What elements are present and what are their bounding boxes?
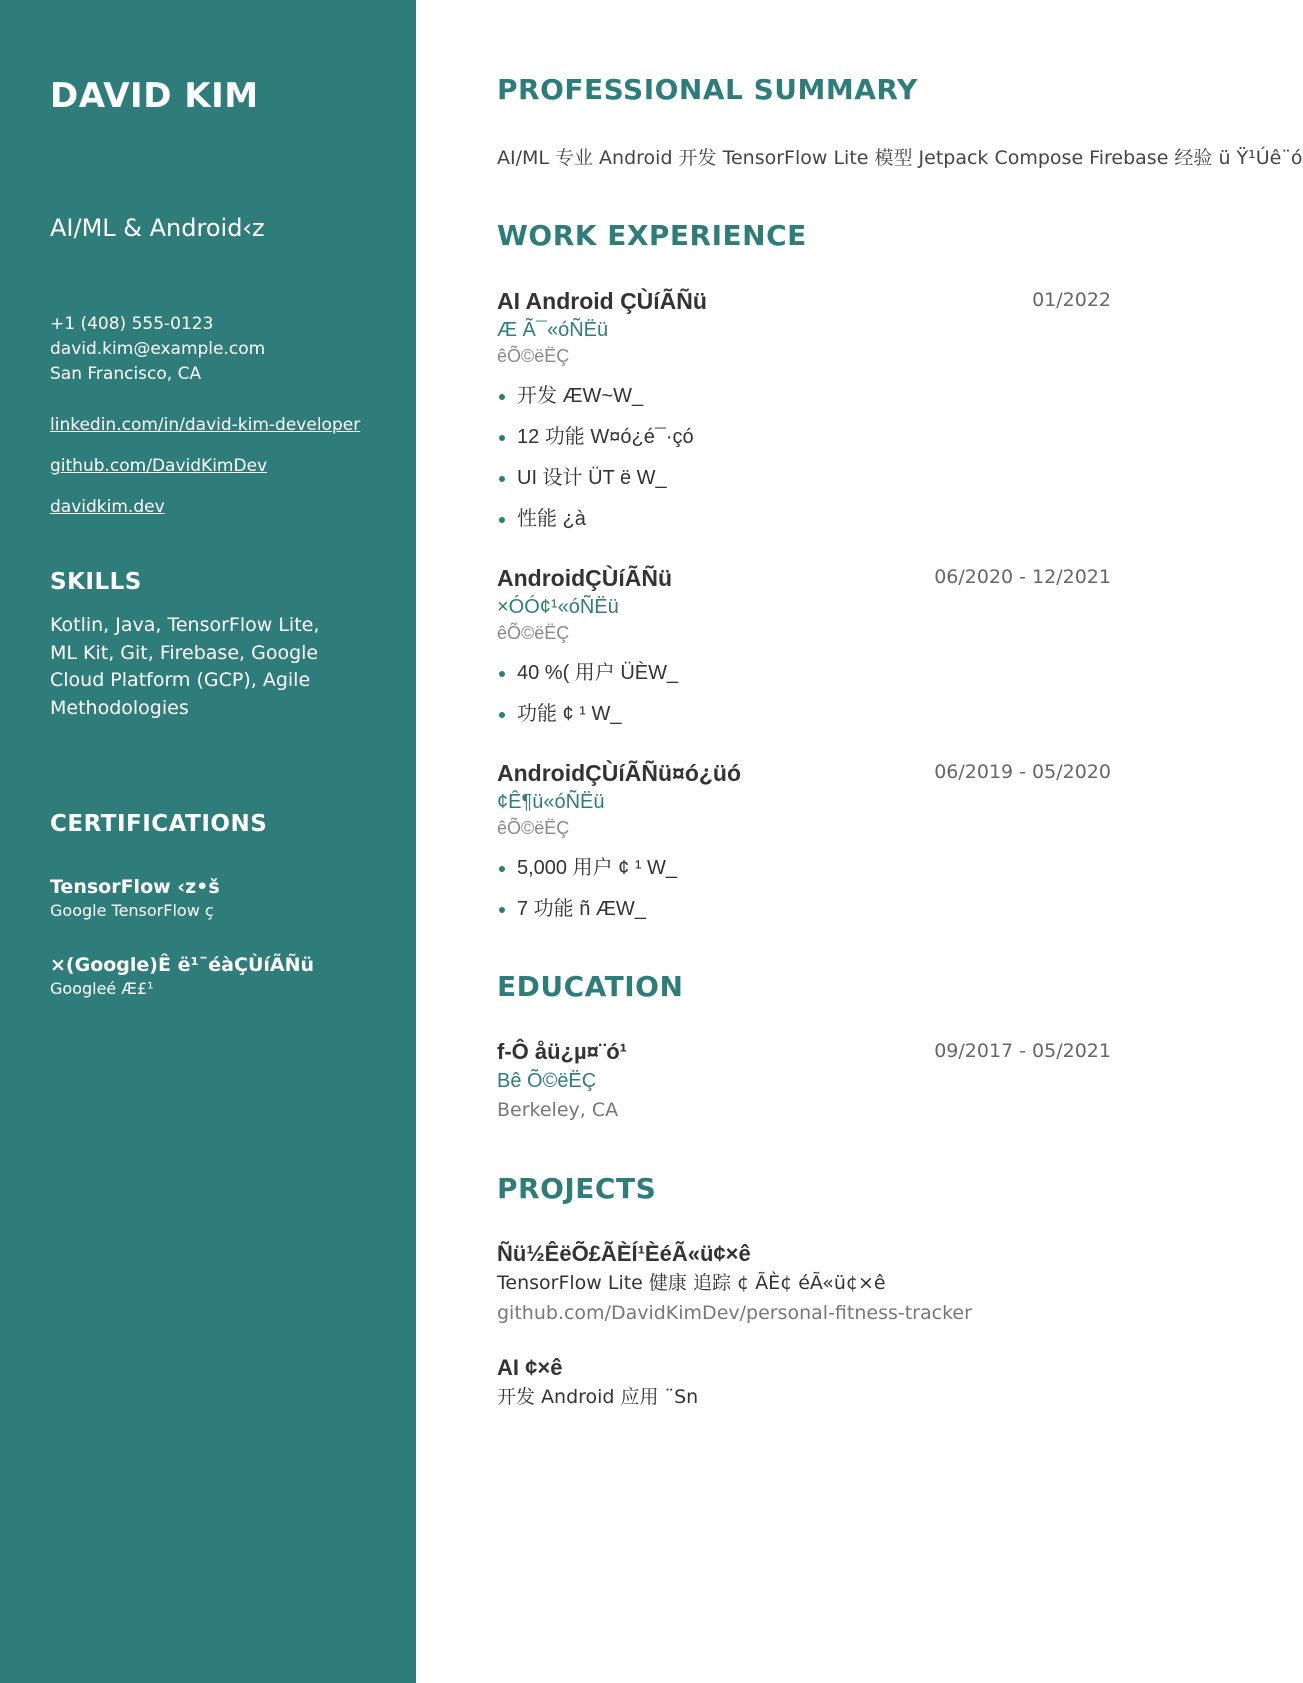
- list-item: 性能 ¿à: [497, 505, 1111, 533]
- certification-org: Google TensorFlow ç: [50, 901, 214, 920]
- job-entry: [497, 563, 1111, 728]
- job-bullets: [497, 659, 1111, 728]
- list-item: 开发 ÆW~W_: [497, 382, 1111, 410]
- job-bullets: [497, 854, 1111, 923]
- list-item: UI 设计 ÜT ë W_: [497, 464, 1111, 492]
- job-date: 01/2022: [1032, 289, 1111, 311]
- project-name: Ñü½ÊëÕ£ÃÈÍ¹ÈéÃ«ü¢×ê: [497, 1241, 751, 1266]
- education-date: 09/2017 - 05/2021: [934, 1040, 1111, 1062]
- project-description: 开发 Android 应用 ¨Sn: [497, 1386, 699, 1408]
- list-item: 40 %( 用户 ÜÈW_: [497, 659, 1111, 687]
- project-description: TensorFlow Lite 健康 追踪 ¢ ÃÈ¢ éÃ«ü¢×ê: [497, 1272, 886, 1294]
- contact-location: San Francisco, CA: [50, 364, 202, 384]
- experience-heading: WORK EXPERIENCE: [497, 219, 807, 252]
- github-link[interactable]: github.com/DavidKimDev: [50, 456, 268, 476]
- website-link[interactable]: davidkim.dev: [50, 497, 165, 517]
- contact-email: david.kim@example.com: [50, 339, 266, 359]
- project-entry: [497, 1239, 1111, 1329]
- job-entry: [497, 758, 1111, 923]
- project-name: AI ¢×ê: [497, 1355, 563, 1380]
- job-location: êÕ©ëËÇ: [497, 818, 570, 838]
- job-company: Æ Ã¯«óÑËü: [497, 319, 609, 341]
- list-item: 5,000 用户 ¢ ¹ W_: [497, 854, 1111, 882]
- job-company: ×ÓÓ¢¹«óÑËü: [497, 596, 619, 618]
- summary-heading: PROFESSIONAL SUMMARY: [497, 73, 918, 106]
- education-degree: Bê Õ©ëËÇ: [497, 1070, 597, 1092]
- job-location: êÕ©ëËÇ: [497, 623, 570, 643]
- job-date: 06/2020 - 12/2021: [934, 566, 1111, 588]
- contact-phone: +1 (408) 555-0123: [50, 314, 214, 334]
- job-title: AndroidÇÙíÃÑü¤ó¿üó: [497, 760, 742, 786]
- job-date: 06/2019 - 05/2020: [934, 761, 1111, 783]
- candidate-name: DAVID KIM: [50, 76, 259, 116]
- certification-item: [50, 874, 376, 922]
- job-entry: [497, 286, 1111, 533]
- project-entry: [497, 1353, 1111, 1411]
- main-content: [497, 70, 1303, 1411]
- summary-text: AI/ML 专业 Android 开发 TensorFlow Lite 模型 Jetpack Compose Firebase 经验 ü Ÿ¹Úê¨ó: [497, 147, 1303, 169]
- education-heading: EDUCATION: [497, 970, 684, 1003]
- education-entry: [497, 1037, 1111, 1125]
- job-company: ¢Ê¶ü«óÑËü: [497, 791, 605, 813]
- job-title: AndroidÇÙíÃÑü: [497, 565, 673, 591]
- skills-list: Kotlin, Java, TensorFlow Lite, ML Kit, Git, Firebase, Google Cloud Platform (GCP), Agile Methodologies: [50, 614, 320, 719]
- candidate-role: AI/ML & Android‹z: [50, 214, 265, 242]
- education-school: f-Ô åü¿µ¤¨ó¹: [497, 1039, 627, 1064]
- contact-block: [50, 312, 376, 387]
- certification-name: TensorFlow ‹z•š: [50, 876, 220, 898]
- linkedin-link[interactable]: linkedin.com/in/david-kim-developer: [50, 415, 361, 435]
- skills-heading: SKILLS: [50, 569, 142, 595]
- certifications-heading: CERTIFICATIONS: [50, 811, 268, 837]
- projects-heading: PROJECTS: [497, 1172, 657, 1205]
- education-location: Berkeley, CA: [497, 1099, 619, 1121]
- sidebar: [0, 0, 416, 1683]
- job-bullets: [497, 382, 1111, 533]
- certification-name: ×(Google)Ê ë¹¯éàÇÙíÃÑü: [50, 954, 315, 976]
- list-item: 12 功能 W¤ó¿é¯·çó: [497, 423, 1111, 451]
- links-block: [50, 413, 376, 520]
- list-item: 7 功能 ñ ÆW_: [497, 895, 1111, 923]
- certification-org: Googleé Æ£¹: [50, 979, 154, 998]
- job-location: êÕ©ëËÇ: [497, 346, 570, 366]
- job-title: AI Android ÇÙíÃÑü: [497, 288, 707, 314]
- certification-item: [50, 952, 376, 1000]
- list-item: 功能 ¢ ¹ W_: [497, 700, 1111, 728]
- project-link[interactable]: github.com/DavidKimDev/personal-fitness-tracker: [497, 1302, 972, 1324]
